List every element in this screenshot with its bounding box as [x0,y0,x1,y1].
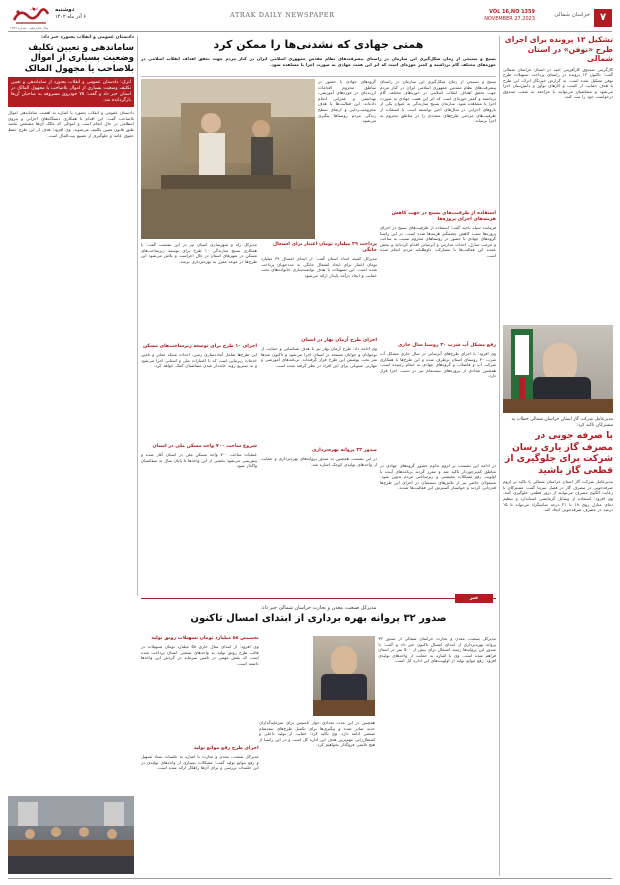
main-story-sub4: اجرای طرح آرمان بهار در استان [301,338,377,343]
masthead-rule [8,31,612,32]
day-label: دوشنبه [55,7,75,13]
paper-name: ATRAK DAILY NEWSPAPER [230,11,335,19]
main-story-text: مدیرکل کمیته امداد استان گفت: از ابتدای امسال ۳۹ میلیارد تومان اعتبار برای ایجاد اشتغال خانگی به مددجویان پرداخت شده است. این تسهیلات با هدف توانمندسازی خانواده‌های تحت حمایت و ایجاد درآمد پایدار ارائه می‌شود. [261,256,377,278]
bottom-story-body: مدیرکل صنعت، معدن و تجارت خراسان شمالی از صدور ۳۲ پروانه بهره‌برداری از ابتدای امسال تاکنون خبر داد و گفت: با صدور این پروانه‌ها زمینه اشتغال برای بیش از ۵۰۰ نفر در استان فراهم شده است. وی با اشاره به حمایت از واحدهای تولیدی افزود: رفع موانع تولید از اولویت‌های این اداره کل است. [378,636,496,664]
main-story-text: مدیرکل راه و شهرسازی استان نیز در این نشست گفت: با همکاری بسیج سازندگی ۱۰ طرح برای توسعه زیرساخت‌های مسکن در شهرهای استان در حال اجراست و تلاش می‌شود این طرح‌ها در موعد مقرر به بهره‌برداری برسد. [141,242,257,264]
right-story-2-headline: با صرفه جویی در مصرف گاز یاری رسان شرکت برای جلوگیری از قطعی گاز باشید [505,430,613,476]
left-story-1 [8,35,134,650]
bottom-story-badge: خبر [455,594,493,603]
column-divider [137,36,138,596]
main-story-text: در ادامه این نشست بر لزوم تداوم حضور گروه‌های جهادی در مناطق کم‌برخوردار تاکید شد و مقرر گردید برنامه‌های آینده با اولویت رفع مشکلات معیشتی و زیرساختی مردم تدوین شود. مسئولان حاضر نیز از تلاش‌های بسیجیان در اجرای این طرح‌ها قدردانی کردند و خواستار گسترش این فعالیت‌ها شدند. [380,463,496,491]
main-story-sub7: شروع ساخت ۷۰۰ واحد مسکن ملی در استان [152,444,257,449]
footer-rule [8,878,612,879]
left-story-1-summary: اترک: دادستان عمومی و انقلاب بجنورد از ساماندهی و تعیین تکلیف وضعیت بسیاری از اموال بلاصاحب یا مجهول المالک در استان خبر داد و گفت: ۷۵ خودروی مسروقه به صاحبان آن‌ها بازگردانده شد. [8,77,134,107]
right-story-1 [503,35,613,357]
left-story-1-headline: ساماندهی و تعیین تکلیف وضعیت بسیاری از اموال بلاصاحب یا مجهول المالک [24,42,134,74]
main-story-sub1: استفاده از ظرفیت‌های بسیج در جهت کاهش هزینه‌های اجرای پروژه‌ها [391,211,496,222]
main-story-text: در این نشست همچنین به صدور پروانه‌های بهره‌برداری و حمایت از واحدهای تولیدی کوچک اشاره شد. [261,456,377,467]
lead-rule [141,76,496,77]
main-story-text: فرمانده سپاه ناحیه گفت: استفاده از ظرفیت‌های بسیج در اجرای پروژه‌ها سبب کاهش چشمگیر هزینه‌ها شده است. در این راستا گروه‌های جهادی با حضور در روستاهای محروم نسبت به ساخت و مرمت منازل، احداث مدارس و آبرسانی اقدام کرده‌اند و بخش عمده این فعالیت‌ها با مشارکت داوطلبانه مردم انجام شده است. [380,225,496,258]
main-story-text: بسیج و بسیجی از زمان شکل‌گیری این سازمان در راستای پیشرفت‌های نظام مقدس جمهوری اسلامی ایران در کنار مردم جهت تحقق اهداف انقلاب اسلامی در حوزه‌های مختلف گام برداشته و کمتر حوزه‌ای است که اثر این همت جهادی به صورت اجرا یا مشاهده شود. سازمان بسیج سازندگی به عنوان یکی از بازوهای اجرایی در سال‌های اخیر توانسته است با استفاده از ظرفیت‌های مردمی طرح‌های متعددی را در مناطق محروم به اجرا برساند. [380,79,496,124]
logo-wordmark: اترک [30,6,39,11]
main-story-sub2: رفع مشکل آب شرب ۳۰ روستا سال جاری [398,343,496,348]
bottom-story-sub1: تخصیص ۵۸ میلیارد تومان تسهیلات رونق تولید [151,636,259,641]
main-story-sub6: اجرای ۱۰ طرح برای توسعه زیرساخت‌های مسکن [142,344,257,349]
main-story-headline: همتی جهادی که نشدنی‌ها را ممکن کرد [213,38,424,51]
main-story-text: وی ادامه داد: طرح آرمان بهار نیز با هدف شناسایی و حمایت از نوجوانان و جوانان مستعد در استان اجرا می‌شود و تاکنون صدها نفر تحت پوشش این طرح قرار گرفته‌اند. برنامه‌های آموزشی و مهارتی متنوعی برای این افراد در نظر گرفته شده است. [261,346,377,368]
bottom-story-text: مدیرکل صنعت، معدن و تجارت با اشاره به جلسات ستاد تسهیل و رفع موانع تولید گفت: مشکلات بسیاری از واحدهای تولیدی در این جلسات بررسی و برای آن‌ها راهکار ارائه شده است. [141,754,259,771]
masthead [0,0,620,32]
bottom-story-mid-text [259,720,375,874]
right-story-1-headline: تشکیل ۱۲ پرونده برای اجرای طرح «نوفن» در استان شمالی [504,35,613,63]
vol-number: VOL 16,NO 1359 [489,9,535,15]
main-story-column-mid [318,79,376,239]
main-story-sub5: صدور ۳۲ پروانه بهره‌برداری [312,448,377,453]
main-story-text: عملیات ساخت ۷۰۰ واحد مسکن ملی در استان آغاز شده و پیش‌بینی می‌شود بخشی از این واحدها تا پایان سال به متقاضیان واگذار شود. [141,452,257,469]
main-story-column-left [141,242,377,530]
bottom-story-rule [141,598,496,599]
main-story-lead: بسیج و بسیجی از زمان شکل‌گیری این سازمان در راستای پیشرفت‌های نظام مقدس جمهوری اسلامی ایران در کنار مردم جهت تحقق اهداف انقلاب اسلامی در حوزه‌های مختلف گام برداشته و کمتر حوزه‌ای است که اثر این همت جهادی به صورت اجرا یا مشاهده شود. [141,56,496,67]
right-story-2 [503,417,613,869]
bottom-story-text: وی افزود: از ابتدای سال جاری ۵۸ میلیارد تومان تسهیلات در قالب طرح رونق تولید به واحدهای صنعتی استان پرداخت شده است که نقش مهمی در تامین سرمایه در گردش این واحدها داشته است. [141,644,259,666]
main-story-sub3: پرداخت ۳۹ میلیارد تومان اعتبار برای اشتغال خانگی [272,242,377,253]
right-story-2-body: مدیرعامل شرکت گاز استان خراسان شمالی با تاکید بر لزوم صرفه‌جویی در مصرف گاز در فصل سرما گفت: مشترکان با رعایت الگوی مصرف می‌توانند از بروز قطعی جلوگیری کنند. وی افزود: استفاده از وسایل گرمایشی استاندارد و تنظیم دمای منازل روی ۱۸ تا ۲۱ درجه سانتیگراد می‌تواند تا ۱۵ درصد در مصرف صرفه‌جویی ایجاد کند. [503,479,613,513]
gas-director-photo [503,325,613,413]
persian-date: ۶ آذر ماه ۱۴۰۲ [55,14,87,20]
main-story-text: گروه‌های جهادی با حضور در مناطق محروم اقدامات ارزنده‌ای در حوزه‌های آموزشی، بهداشتی و عمرانی انجام داده‌اند. این فعالیت‌ها با هدف محرومیت‌زدایی و ارتقای سطح زندگی مردم روستاها پیگیری می‌شود. [318,79,376,124]
right-story-2-kicker: مدیرعامل شرکت گاز استان خراسان شمالی خطاب به مشترکان تاکید کرد: [511,417,613,428]
main-story-text: این طرح‌ها شامل آماده‌سازی زمین، احداث شبکه معابر و تامین خدمات زیربنایی است که با اعتبارات ملی و استانی اجرا می‌شود و به تسریع روند خانه‌دار شدن متقاضیان کمک خواهد کرد. [141,352,257,369]
main-story-column-right [380,79,496,628]
bottom-story-headline: صدور ۳۲ پروانه بهره برداری از ابتدای امسال تاکنون [190,613,447,624]
bottom-story-sub2: اجرای طرح رفع موانع تولید [193,746,259,751]
logo-subtitle: سال شانزدهم - شماره ۱۳۵۹ [10,26,49,30]
left-story-1-kicker: دادستان عمومی و انقلاب بجنورد خبر داد: [40,35,134,40]
section-label: خراسان شمالی [554,12,590,18]
right-story-1-body: کارگزینی صندوق کارآفرینی امید در استان خراسان شمالی گفت: تاکنون ۱۲ پرونده در راستای پرداخت تسهیلات طرح نوفن تشکیل شده است. به گزارش خبرنگار اترک، این طرح با هدف حمایت از کسب و کارهای نوآور و دانش‌بنیان اجرا می‌شود و متقاضیان می‌توانند با مراجعه به شعب صندوق درخواست خود را ثبت کنند. [503,66,613,100]
bottom-story-text: همچنین در این مدت تعدادی جواز تاسیس برای سرمایه‌گذاران جدید صادر شده و پیگیری‌ها برای تکمیل طرح‌های نیمه‌تمام صنعتی ادامه دارد. وی تاکید کرد: حمایت از تولید داخلی و اشتغال‌زایی مهم‌ترین هدف این اداره کل است و در این راستا از هیچ تلاشی فروگذار نخواهیم کرد. [259,720,375,748]
column-divider [499,36,500,876]
meeting-photo [8,796,134,874]
bottom-story-kicker: مدیرکل صنعت، معدن و تجارت خراسان شمالی خبر داد: [260,605,377,611]
english-date: NOVEMBER 27,2023 [484,16,535,22]
bottom-story-header [141,606,496,625]
left-story-1-body: دادستان عمومی و انقلاب بجنورد با اشاره به اهمیت ساماندهی اموال بلاصاحب گفت: این اقدام با همکاری دستگاه‌های اجرایی و نیروی انتظامی در حال انجام است و اموالی که مالک آن‌ها مشخص نباشد طبق قانون تعیین تکلیف می‌شوند. وی افزود: هدف از این طرح حفظ حقوق عامه و جلوگیری از تضییع بیت‌المال است. [8,110,134,138]
construction-photo [141,79,315,239]
main-story-text: وی افزود: با اجرای طرح‌های آبرسانی در سال جاری مشکل آب شرب ۳۰ روستای استان برطرف شده و این طرح‌ها با همکاری شرکت آب و فاضلاب و گروه‌های جهادی به انجام رسیده است. همچنین تعدادی از پروژه‌های نیمه‌تمام نیز در دست اجرا قرار دارد. [380,351,496,379]
page-number-badge: ۷ [594,9,612,27]
